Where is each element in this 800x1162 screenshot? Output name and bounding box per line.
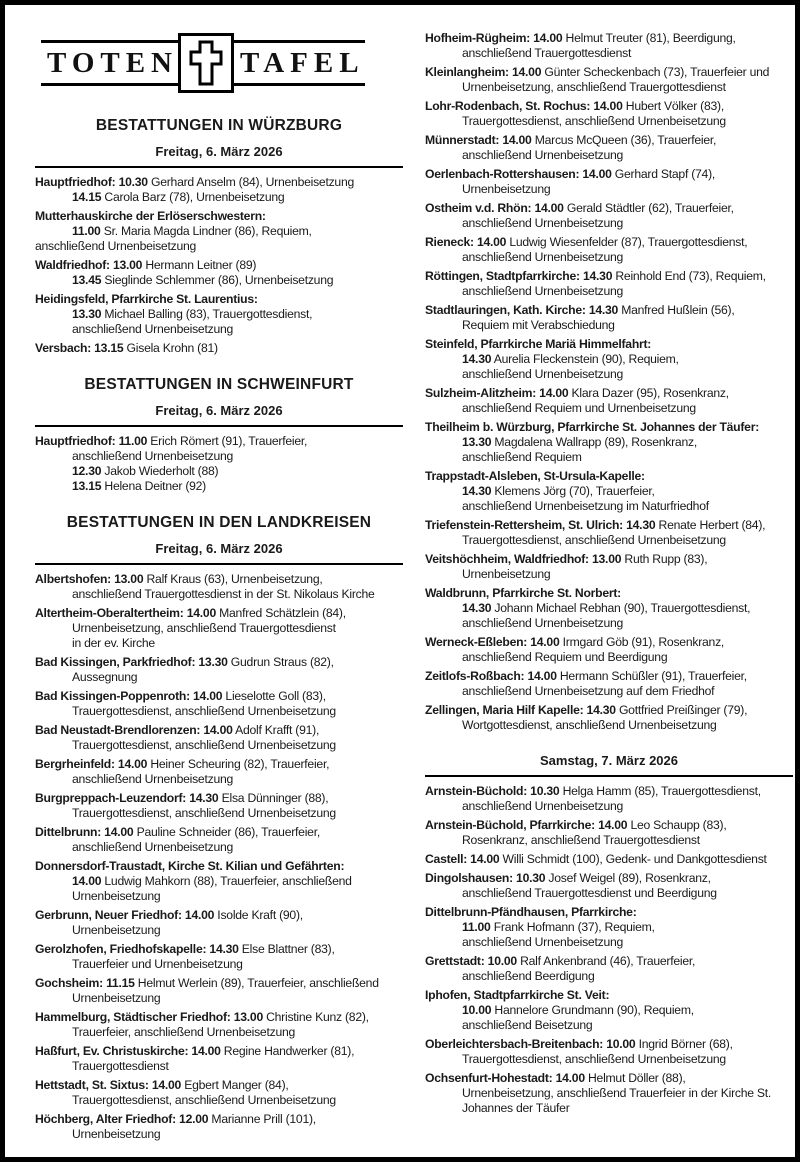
entry-location-time: Hofheim-Rügheim: 14.00 — [425, 31, 563, 45]
entry-line: anschließend Urnenbeisetzung — [462, 616, 624, 630]
entry-line: 13.15 Helena Deitner (92) — [72, 479, 206, 493]
section-date: Freitag, 6. März 2026 — [155, 403, 283, 418]
entry-location-time: Triefenstein-Rettersheim, St. Ulrich: 14.30 — [425, 518, 656, 532]
entry-location-time: Altertheim-Oberaltertheim: 14.00 — [35, 606, 216, 620]
entry-location-time: Bad Kissingen, Parkfriedhof: 13.30 — [35, 655, 228, 669]
entry-location-time: Dittelbrunn-Pfändhausen, Pfarrkirche: — [425, 905, 637, 919]
entry-line: Arnstein-Büchold: 10.30 Helga Hamm (85), Trauergottesdienst, — [425, 784, 761, 798]
notice-section — [35, 117, 403, 356]
funeral-entry — [425, 586, 793, 631]
entry-line — [425, 337, 793, 352]
entry-line: Trauergottesdienst, anschließend Urnenbeisetzung — [462, 533, 726, 547]
entry-line: Bad Kissingen-Poppenroth: 14.00 Lieselotte Goll (83), — [35, 689, 326, 703]
funeral-entry — [425, 99, 793, 129]
funeral-entry — [425, 31, 793, 61]
entry-line: Bad Kissingen, Parkfriedhof: 13.30 Gudrun Straus (82), — [35, 655, 334, 669]
entry-location-time: Röttingen, Stadtpfarrkirche: 14.30 — [425, 269, 613, 283]
funeral-entry — [35, 1078, 403, 1108]
entry-line: Rosenkranz, anschließend Trauergottesdienst — [462, 833, 700, 847]
entry-line: anschließend Urnenbeisetzung im Naturfriedhof — [462, 499, 709, 513]
funeral-entry — [35, 434, 403, 494]
entry-line: Rieneck: 14.00 Ludwig Wiesenfelder (87), Trauergottesdienst, — [425, 235, 748, 249]
entry-line: anschließend Requiem und Beerdigung — [462, 650, 668, 664]
funeral-entry — [35, 689, 403, 719]
entry-line: anschließend Urnenbeisetzung — [35, 239, 197, 253]
entry-location-time: Waldfriedhof: 13.00 — [35, 258, 143, 272]
cross-icon — [178, 33, 234, 93]
entry-line: Versbach: 13.15 Gisela Krohn (81) — [35, 341, 218, 355]
entry-location-time: Bad Kissingen-Poppenroth: 14.00 — [35, 689, 223, 703]
entry-line: Hauptfriedhof: 10.30 Gerhard Anselm (84), Urnenbeisetzung — [35, 175, 355, 189]
entry-line: anschließend Urnenbeisetzung — [462, 799, 624, 813]
entry-location-time: Arnstein-Büchold, Pfarrkirche: 14.00 — [425, 818, 628, 832]
entry-line: Ostheim v.d. Rhön: 14.00 Gerald Städtler (62), Trauerfeier, — [425, 201, 734, 215]
entry-location-time: Oerlenbach-Rottershausen: 14.00 — [425, 167, 612, 181]
entry-line: Johannes der Täufer — [462, 1101, 570, 1115]
entry-line: Lohr-Rodenbach, St. Rochus: 14.00 Hubert Völker (83), — [425, 99, 724, 113]
entry-line: Altertheim-Oberaltertheim: 14.00 Manfred Schätzlein (84), — [35, 606, 346, 620]
entry-line: Grettstadt: 10.00 Ralf Ankenbrand (46), Trauerfeier, — [425, 954, 696, 968]
funeral-entry — [35, 572, 403, 602]
entry-line: Trauergottesdienst, anschließend Urnenbeisetzung — [72, 806, 336, 820]
entry-location-time: 11.00 — [72, 224, 101, 238]
entry-line: 11.00 Frank Hofmann (37), Requiem, — [462, 920, 655, 934]
funeral-entry — [35, 791, 403, 821]
entry-line: 11.00 Sr. Maria Magda Lindner (86), Requiem, — [72, 224, 312, 238]
entry-line: anschließend Urnenbeisetzung — [72, 322, 234, 336]
entry-line: Urnenbeisetzung — [72, 991, 161, 1005]
entry-line: Oberleichtersbach-Breitenbach: 10.00 Ingrid Börner (68), — [425, 1037, 733, 1051]
entry-location-time: Donnersdorf-Traustadt, Kirche St. Kilian und Gefährten: — [35, 859, 345, 873]
entry-line: Trauerfeier und Urnenbeisetzung — [72, 957, 243, 971]
funeral-entry — [35, 1112, 403, 1142]
funeral-entry — [425, 871, 793, 901]
entry-location-time: Rieneck: 14.00 — [425, 235, 507, 249]
entry-line: anschließend Beisetzung — [462, 1018, 593, 1032]
entry-location-time: Münnerstadt: 14.00 — [425, 133, 532, 147]
funeral-entry — [425, 469, 793, 514]
funeral-entry — [425, 420, 793, 465]
funeral-entry — [35, 942, 403, 972]
entry-line: Trauergottesdienst, anschließend Urnenbeisetzung — [72, 1093, 336, 1107]
entry-location-time: Castell: 14.00 — [425, 852, 500, 866]
notice-section — [35, 376, 403, 494]
entry-location-time: Heidingsfeld, Pfarrkirche St. Laurentius: — [35, 292, 258, 306]
funeral-entry — [425, 703, 793, 733]
entry-line: Haßfurt, Ev. Christuskirche: 14.00 Regine Handwerker (81), — [35, 1044, 355, 1058]
right-sections — [425, 31, 793, 1116]
entry-line: Zeitlofs-Roßbach: 14.00 Hermann Schüßler (91), Trauerfeier, — [425, 669, 747, 683]
entry-line: Urnenbeisetzung — [72, 1127, 161, 1141]
entry-line: Urnenbeisetzung — [462, 567, 551, 581]
entry-line: Gerbrunn, Neuer Friedhof: 14.00 Isolde Kraft (90), — [35, 908, 303, 922]
entry-line: 10.00 Hannelore Grundmann (90), Requiem, — [462, 1003, 694, 1017]
entry-line: Bad Neustadt-Brendlorenzen: 14.00 Adolf Krafft (91), — [35, 723, 320, 737]
entry-line: Stadtlauringen, Kath. Kirche: 14.30 Manfred Hußlein (56), — [425, 303, 735, 317]
entry-line: anschließend Urnenbeisetzung — [72, 840, 234, 854]
entry-location-time: Hammelburg, Städtischer Friedhof: 13.00 — [35, 1010, 263, 1024]
entry-line: Gochsheim: 11.15 Helmut Werlein (89), Trauerfeier, anschließend — [35, 976, 379, 990]
entry-line: Aussegnung — [72, 670, 138, 684]
funeral-entry — [425, 818, 793, 848]
funeral-entry — [35, 757, 403, 787]
funeral-entry — [425, 269, 793, 299]
entry-location-time: Lohr-Rodenbach, St. Rochus: 14.00 — [425, 99, 623, 113]
entry-location-time: Versbach: 13.15 — [35, 341, 124, 355]
funeral-entry — [35, 723, 403, 753]
entry-location-time: Gochsheim: 11.15 — [35, 976, 135, 990]
entry-location-time: Oberleichtersbach-Breitenbach: 10.00 — [425, 1037, 636, 1051]
notice-section — [425, 31, 793, 733]
section-date: Freitag, 6. März 2026 — [155, 144, 283, 159]
entry-line: Dittelbrunn: 14.00 Pauline Schneider (86), Trauerfeier, — [35, 825, 320, 839]
entry-line: Kleinlangheim: 14.00 Günter Scheckenbach (73), Trauerfeier und — [425, 65, 770, 79]
funeral-entry — [425, 201, 793, 231]
entry-line — [425, 469, 793, 484]
entry-line: anschließend Urnenbeisetzung — [462, 935, 624, 949]
funeral-entry — [35, 292, 403, 337]
section-date: Samstag, 7. März 2026 — [539, 753, 679, 768]
entry-location-time: Ostheim v.d. Rhön: 14.00 — [425, 201, 564, 215]
entry-line: Urnenbeisetzung — [72, 923, 161, 937]
entry-line — [425, 586, 793, 601]
funeral-entry — [425, 1071, 793, 1116]
entry-line: Wortgottesdienst, anschließend Urnenbeisetzung — [462, 718, 717, 732]
funeral-entry — [425, 954, 793, 984]
entry-line: anschließend Beerdigung — [462, 969, 595, 983]
funeral-entry — [425, 552, 793, 582]
funeral-entry — [425, 905, 793, 950]
entry-line: 14.15 Carola Barz (78), Urnenbeisetzung — [72, 190, 285, 204]
entry-line: Hammelburg, Städtischer Friedhof: 13.00 Christine Kunz (82), — [35, 1010, 369, 1024]
entry-location-time: 13.45 — [72, 273, 102, 287]
entry-line: Ochsenfurt-Hohestadt: 14.00 Helmut Döller (88), — [425, 1071, 686, 1085]
section-title: BESTATTUNGEN IN WÜRZBURG — [95, 117, 343, 134]
funeral-entry — [425, 784, 793, 814]
entry-line: anschließend Urnenbeisetzung — [72, 772, 234, 786]
section-rule — [35, 425, 403, 427]
entry-line: 13.45 Sieglinde Schlemmer (86), Urnenbeisetzung — [72, 273, 334, 287]
entry-line: Gerolzhofen, Friedhofskapelle: 14.30 Else Blattner (83), — [35, 942, 335, 956]
entry-line: Arnstein-Büchold, Pfarrkirche: 14.00 Leo Schaupp (83), — [425, 818, 727, 832]
funeral-entry — [425, 65, 793, 95]
entry-location-time: Bergrheinfeld: 14.00 — [35, 757, 148, 771]
entry-line: Münnerstadt: 14.00 Marcus McQueen (36), Trauerfeier, — [425, 133, 717, 147]
entry-location-time: Zeitlofs-Roßbach: 14.00 — [425, 669, 557, 683]
entry-line: Hettstadt, St. Sixtus: 14.00 Egbert Manger (84), — [35, 1078, 289, 1092]
entry-line: 14.30 Aurelia Fleckenstein (90), Requiem, — [462, 352, 679, 366]
entry-line: Requiem mit Verabschiedung — [462, 318, 615, 332]
entry-line: Hofheim-Rügheim: 14.00 Helmut Treuter (81), Beerdigung, — [425, 31, 736, 45]
entry-location-time: 12.30 — [72, 464, 102, 478]
funeral-entry — [35, 1044, 403, 1074]
entry-location-time: 14.15 — [72, 190, 102, 204]
entry-line: 14.00 Ludwig Mahkorn (88), Trauerfeier, anschließend — [72, 874, 352, 888]
entry-location-time: Hauptfriedhof: 11.00 — [35, 434, 148, 448]
entry-line: Höchberg, Alter Friedhof: 12.00 Marianne Prill (101), — [35, 1112, 316, 1126]
entry-line: Trauergottesdienst, anschließend Urnenbeisetzung — [462, 1052, 726, 1066]
entry-line: Trauergottesdienst, anschließend Urnenbeisetzung — [72, 704, 336, 718]
entry-location-time: Arnstein-Büchold: 10.30 — [425, 784, 560, 798]
entry-line: Trauerfeier, anschließend Urnenbeisetzung — [72, 1025, 296, 1039]
entry-location-time: Gerolzhofen, Friedhofskapelle: 14.30 — [35, 942, 239, 956]
funeral-entry — [35, 606, 403, 651]
entry-location-time: Zellingen, Maria Hilf Kapelle: 14.30 — [425, 703, 616, 717]
section-rule — [35, 166, 403, 168]
entry-location-time: Burgpreppach-Leuzendorf: 14.30 — [35, 791, 219, 805]
funeral-entry — [35, 209, 403, 254]
entry-line: anschließend Urnenbeisetzung — [462, 284, 624, 298]
entry-line: Bergrheinfeld: 14.00 Heiner Scheuring (82), Trauerfeier, — [35, 757, 330, 771]
entry-line: Dingolshausen: 10.30 Josef Weigel (89), Rosenkranz, — [425, 871, 711, 885]
section-rule — [35, 563, 403, 565]
entry-location-time: Grettstadt: 10.00 — [425, 954, 517, 968]
entry-line: anschließend Urnenbeisetzung — [72, 449, 234, 463]
funeral-entry — [35, 908, 403, 938]
entry-line: Trauergottesdienst, anschließend Urnenbeisetzung — [462, 114, 726, 128]
funeral-entry — [35, 175, 403, 205]
entry-line: anschließend Urnenbeisetzung — [462, 250, 624, 264]
funeral-entry — [425, 337, 793, 382]
entry-line: Werneck-Eßleben: 14.00 Irmgard Göb (91), Rosenkranz, — [425, 635, 725, 649]
entry-line: anschließend Trauergottesdienst und Beerdigung — [462, 886, 717, 900]
entry-location-time: 14.30 — [462, 601, 492, 615]
entry-line: Albertshofen: 13.00 Ralf Kraus (63), Urnenbeisetzung, — [35, 572, 323, 586]
entry-location-time: Kleinlangheim: 14.00 — [425, 65, 542, 79]
funeral-entry — [425, 167, 793, 197]
entry-location-time: Gerbrunn, Neuer Friedhof: 14.00 — [35, 908, 215, 922]
entry-line: Urnenbeisetzung — [462, 182, 551, 196]
section-date: Freitag, 6. März 2026 — [155, 541, 283, 556]
entry-line: anschließend Urnenbeisetzung — [462, 216, 624, 230]
entry-line — [35, 292, 403, 307]
entry-line — [35, 859, 403, 874]
entry-location-time: Dingolshausen: 10.30 — [425, 871, 546, 885]
entry-location-time: Hauptfriedhof: 10.30 — [35, 175, 148, 189]
entry-line: Waldfriedhof: 13.00 Hermann Leitner (89) — [35, 258, 257, 272]
funeral-entry — [35, 258, 403, 288]
right-column — [425, 31, 793, 1157]
entry-line — [425, 988, 793, 1003]
entry-location-time: Steinfeld, Pfarrkirche Mariä Himmelfahrt: — [425, 337, 652, 351]
entry-line: 14.30 Klemens Jörg (70), Trauerfeier, — [462, 484, 655, 498]
entry-location-time: Sulzheim-Alitzheim: 14.00 — [425, 386, 569, 400]
entry-line: anschließend Urnenbeisetzung — [462, 367, 624, 381]
entry-location-time: Haßfurt, Ev. Christuskirche: 14.00 — [35, 1044, 221, 1058]
entry-line: anschließend Requiem und Urnenbeisetzung — [462, 401, 696, 415]
funeral-entry — [35, 1010, 403, 1040]
entry-line: anschließend Requiem — [462, 450, 582, 464]
entry-line: Burgpreppach-Leuzendorf: 14.30 Elsa Dünninger (88), — [35, 791, 329, 805]
logo-text-left: TOTEN — [41, 40, 178, 86]
entry-location-time: Waldbrunn, Pfarrkirche St. Norbert: — [425, 586, 621, 600]
left-sections — [35, 117, 403, 1142]
section-title: BESTATTUNGEN IN SCHWEINFURT — [84, 376, 354, 393]
entry-location-time: 10.00 — [462, 1003, 492, 1017]
entry-line: anschließend Trauergottesdienst in der St. Nikolaus Kirche — [72, 587, 375, 601]
entry-line: Röttingen, Stadtpfarrkirche: 14.30 Reinhold End (73), Requiem, — [425, 269, 766, 283]
entry-location-time: Albertshofen: 13.00 — [35, 572, 144, 586]
funeral-entry — [35, 825, 403, 855]
entry-location-time: Höchberg, Alter Friedhof: 12.00 — [35, 1112, 209, 1126]
entry-line: anschließend Urnenbeisetzung auf dem Friedhof — [462, 684, 715, 698]
entry-location-time: Hettstadt, St. Sixtus: 14.00 — [35, 1078, 182, 1092]
funeral-entry — [425, 303, 793, 333]
entry-line: anschließend Trauergottesdienst — [462, 46, 632, 60]
entry-location-time: 13.15 — [72, 479, 102, 493]
entry-location-time: Stadtlauringen, Kath. Kirche: 14.30 — [425, 303, 619, 317]
entry-line — [425, 905, 793, 920]
entry-location-time: 14.30 — [462, 484, 492, 498]
funeral-entry — [35, 976, 403, 1006]
notice-section — [425, 753, 793, 1116]
funeral-entry — [425, 988, 793, 1033]
funeral-entry — [35, 341, 403, 356]
entry-location-time: Werneck-Eßleben: 14.00 — [425, 635, 560, 649]
entry-line: 13.30 Michael Balling (83), Trauergottesdienst, — [72, 307, 313, 321]
entry-location-time: 14.00 — [72, 874, 102, 888]
entry-location-time: Bad Neustadt-Brendlorenzen: 14.00 — [35, 723, 233, 737]
entry-line: Triefenstein-Rettersheim, St. Ulrich: 14.30 Renate Herbert (84), — [425, 518, 766, 532]
entry-location-time: Dittelbrunn: 14.00 — [35, 825, 134, 839]
entry-line: Sulzheim-Alitzheim: 14.00 Klara Dazer (95), Rosenkranz, — [425, 386, 729, 400]
funeral-entry — [35, 655, 403, 685]
entry-line: Oerlenbach-Rottershausen: 14.00 Gerhard Stapf (74), — [425, 167, 716, 181]
entry-line: Zellingen, Maria Hilf Kapelle: 14.30 Gottfried Preißinger (79), — [425, 703, 748, 717]
entry-line: in der ev. Kirche — [72, 636, 155, 650]
funeral-entry — [425, 669, 793, 699]
entry-line — [425, 420, 793, 435]
section-title: BESTATTUNGEN IN DEN LANDKREISEN — [66, 514, 372, 531]
entry-line: 14.30 Johann Michael Rebhan (90), Trauergottesdienst, — [462, 601, 751, 615]
entry-location-time: Iphofen, Stadtpfarrkirche St. Veit: — [425, 988, 610, 1002]
entry-location-time: Ochsenfurt-Hohestadt: 14.00 — [425, 1071, 585, 1085]
entry-line: 12.30 Jakob Wiederholt (88) — [72, 464, 219, 478]
funeral-entry — [35, 859, 403, 904]
section-rule — [425, 775, 793, 777]
entry-line: Veitshöchheim, Waldfriedhof: 13.00 Ruth Rupp (83), — [425, 552, 708, 566]
entry-line: Hauptfriedhof: 11.00 Erich Römert (91), Trauerfeier, — [35, 434, 308, 448]
funeral-entry — [425, 852, 793, 867]
entry-location-time: 11.00 — [462, 920, 491, 934]
left-column — [35, 31, 403, 1157]
entry-line: Trauergottesdienst — [72, 1059, 169, 1073]
entry-location-time: Trappstadt-Alsleben, St-Ursula-Kapelle: — [425, 469, 645, 483]
funeral-entry — [425, 518, 793, 548]
entry-line: anschließend Urnenbeisetzung — [462, 148, 624, 162]
entry-location-time: Theilheim b. Würzburg, Pfarrkirche St. Johannes der Täufer: — [425, 420, 760, 434]
entry-line — [35, 209, 403, 224]
funeral-entry — [425, 635, 793, 665]
entry-line: Urnenbeisetzung — [72, 889, 161, 903]
entry-location-time: 14.30 — [462, 352, 492, 366]
funeral-entry — [425, 386, 793, 416]
entry-line: Urnenbeisetzung, anschließend Trauergottesdienst — [72, 621, 336, 635]
totentafel-logo — [41, 33, 365, 93]
funeral-entry — [425, 133, 793, 163]
funeral-entry — [425, 1037, 793, 1067]
entry-line: Urnenbeisetzung, anschließend Trauerfeier in der Kirche St. — [462, 1086, 772, 1100]
entry-line: Urnenbeisetzung, anschließend Trauergottesdienst — [462, 80, 726, 94]
entry-line: 13.30 Magdalena Wallrapp (89), Rosenkranz, — [462, 435, 697, 449]
entry-line: Trauergottesdienst, anschließend Urnenbeisetzung — [72, 738, 336, 752]
logo-text-right: TAFEL — [234, 40, 365, 86]
funeral-entry — [425, 235, 793, 265]
entry-location-time: 13.30 — [72, 307, 102, 321]
notice-section — [35, 514, 403, 1142]
entry-location-time: 13.30 — [462, 435, 492, 449]
entry-location-time: Mutterhauskirche der Erlöserschwestern: — [35, 209, 266, 223]
entry-location-time: Veitshöchheim, Waldfriedhof: 13.00 — [425, 552, 622, 566]
entry-line: Castell: 14.00 Willi Schmidt (100), Gedenk- und Dankgottesdienst — [425, 852, 767, 866]
